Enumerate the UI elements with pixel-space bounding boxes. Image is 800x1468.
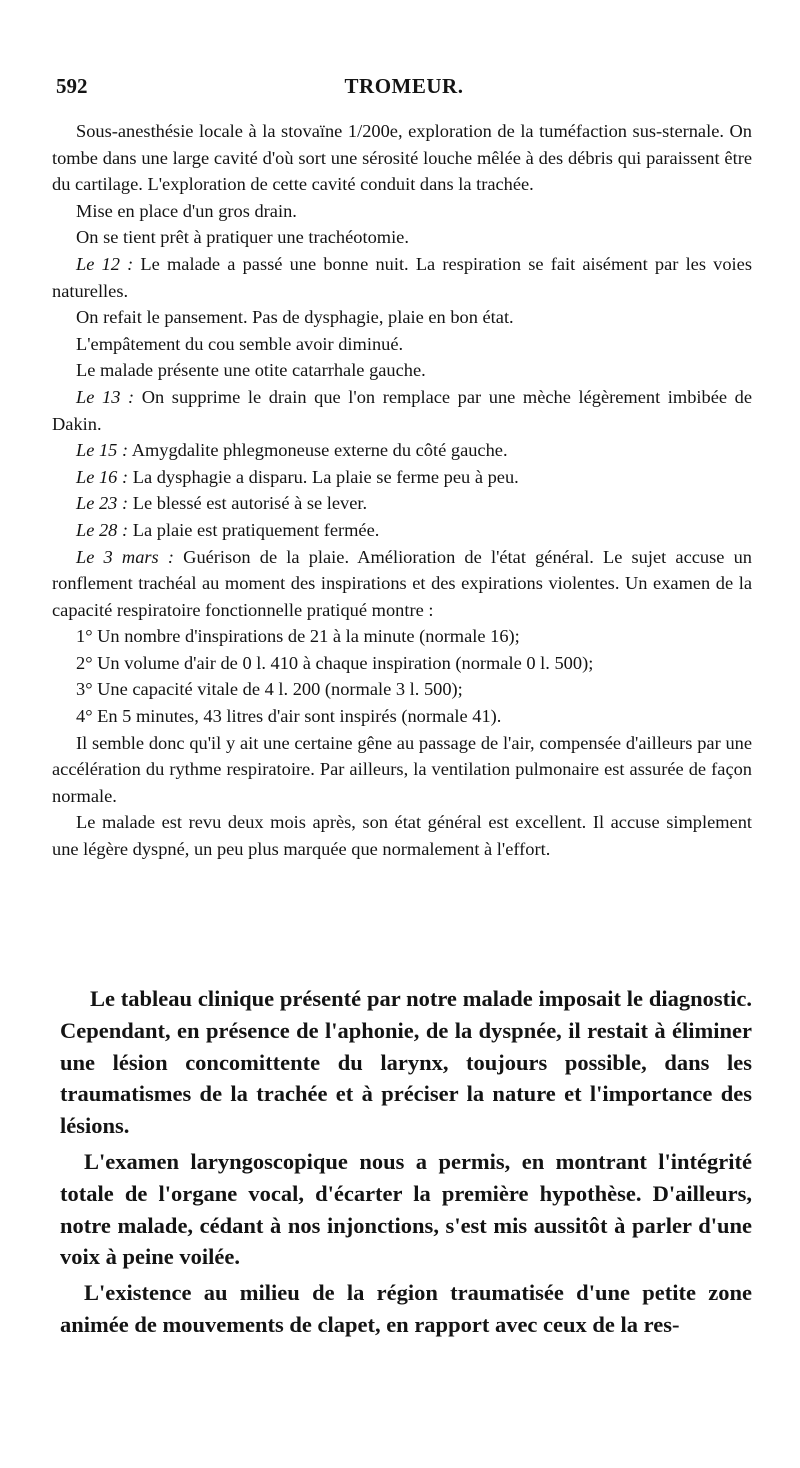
case-paragraph: On refait le pansement. Pas de dysphagie, plaie en bon état. <box>76 307 514 328</box>
case-paragraph: Le 12 : Le malade a passé une bonne nuit. La respiration se fait aisément par les voies naturelles. <box>52 253 752 301</box>
case-paragraph: Il semble donc qu'il y ait une certaine gêne au passage de l'air, compensée d'ailleurs par une accélération du rythme respiratoire. Par ailleurs, la ventilation pulmonaire est assurée de façon normale. <box>52 732 752 806</box>
case-paragraph: Le 15 : Amygdalite phlegmoneuse externe du côté gauche. <box>76 440 508 461</box>
case-paragraph: Le 3 mars : Guérison de la plaie. Amélioration de l'état général. Le sujet accuse un ronflement trachéal au moment des inspirations et des expirations violentes. Un examen de la capacité respiratoire fonctionnelle pratiqué montre : <box>52 546 752 620</box>
discussion-paragraph: L'examen laryngoscopique nous a permis, en montrant l'intégrité totale de l'organe vocal, d'écarter la première hypothèse. D'ailleurs, notre malade, cédant à nos injonctions, s'est mis aussitôt à parler d'une voix à peine voilée. <box>60 1148 752 1270</box>
case-paragraph: Le malade présente une otite catarrhale gauche. <box>76 360 426 381</box>
case-notes <box>52 118 752 863</box>
running-title: TROMEUR. <box>344 74 464 98</box>
case-paragraph: Le 16 : La dysphagie a disparu. La plaie se ferme peu à peu. <box>76 466 519 487</box>
case-paragraph: Sous-anesthésie locale à la stovaïne 1/200e, exploration de la tuméfaction sus-sternale. On tombe dans une large cavité d'où sort une sérosité louche mêlée à des débris qui paraissent être du cartilage. L'exploration de cette cavité conduit dans la trachée. <box>52 121 752 195</box>
case-paragraph: Le malade est revu deux mois après, son état général est excellent. Il accuse simplement une légère dyspné, un peu plus marquée que normalement à l'effort. <box>52 812 752 860</box>
case-paragraph: Mise en place d'un gros drain. <box>76 200 297 221</box>
measurement-item: 2° Un volume d'air de 0 l. 410 à chaque inspiration (normale 0 l. 500); <box>76 652 594 673</box>
discussion-text <box>60 983 752 1345</box>
discussion-paragraph: L'existence au milieu de la région traumatisée d'une petite zone animée de mouvements de clapet, en rapport avec ceux de la res- <box>60 1280 752 1337</box>
case-paragraph: Le 13 : On supprime le drain que l'on remplace par une mèche légèrement imbibée de Dakin. <box>52 386 753 434</box>
case-paragraph: Le 28 : La plaie est pratiquement fermée. <box>76 519 380 540</box>
case-paragraph: Le 23 : Le blessé est autorisé à se lever. <box>76 493 368 514</box>
case-paragraph: L'empâtement du cou semble avoir diminué. <box>76 333 404 354</box>
case-paragraph: On se tient prêt à pratiquer une trachéotomie. <box>76 227 409 248</box>
measurement-item: 3° Une capacité vitale de 4 l. 200 (normale 3 l. 500); <box>76 679 463 700</box>
page-number: 592 <box>56 74 88 98</box>
discussion-paragraph: Le tableau clinique présenté par notre malade imposait le diagnostic. Cependant, en présence de l'aphonie, de la dyspnée, il restait à éliminer une lésion concomittente du larynx, toujours possible, dans les traumatismes de la trachée et à préciser la nature et l'importance des lésions. <box>60 986 752 1139</box>
measurement-item: 4° En 5 minutes, 43 litres d'air sont inspirés (normale 41). <box>76 706 502 727</box>
measurement-item: 1° Un nombre d'inspirations de 21 à la minute (normale 16); <box>76 626 520 647</box>
page-header <box>56 70 752 106</box>
